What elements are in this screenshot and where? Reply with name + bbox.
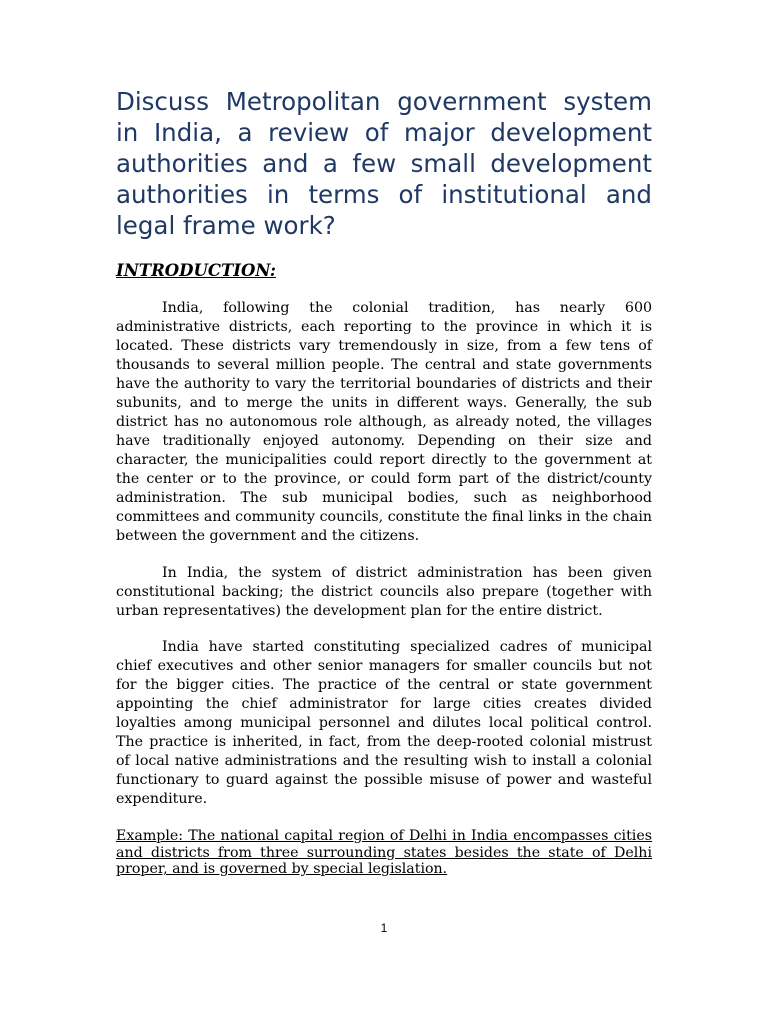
- paragraph-1: India, following the colonial tradition, has nearly 600 administrative districts, each reporting to the province in which it is located. These districts vary tremendously in size, from a few tens of thousands to several million people. The central and state governments have the authority to vary the territorial boundaries of districts and their subunits, and to merge the units in different ways. Generally, the sub district has no autonomous role although, as already noted, the villages have traditionally enjoyed autonomy. Depending on their size and character, the municipalities could report directly to the government at the center or to the province, or could form part of the district/county administration. The sub municipal bodies, such as neighborhood committees and community councils, constitute the final links in the chain between the government and the citizens.: [116, 300, 652, 544]
- page-number: 1: [380, 921, 388, 935]
- section-heading: INTRODUCTION:: [116, 261, 276, 280]
- paragraph-3: India have started constituting specialized cadres of municipal chief executives and other senior managers for smaller councils but not for the bigger cities. The practice of the central or state government appointing the chief administrator for large cities creates divided loyalties among municipal personnel and dilutes local political control. The practice is inherited, in fact, from the deep-rooted colonial mistrust of local native administrations and the resulting wish to install a colonial functionary to guard against the possible misuse of power and wasteful expenditure.: [116, 639, 652, 807]
- paragraph-2: In India, the system of district administration has been given constitutional backing; the district councils also prepare (together with urban representatives) the development plan for the entire district.: [116, 565, 652, 619]
- example-paragraph: Example: The national capital region of Delhi in India encompasses cities and districts from three surrounding states besides the state of Delhi proper, and is governed by special legislation.: [116, 828, 652, 877]
- document-title: Discuss Metropolitan government system in India, a review of major development authorities and a few small development authorities in terms of institutional and legal frame work?: [116, 87, 652, 240]
